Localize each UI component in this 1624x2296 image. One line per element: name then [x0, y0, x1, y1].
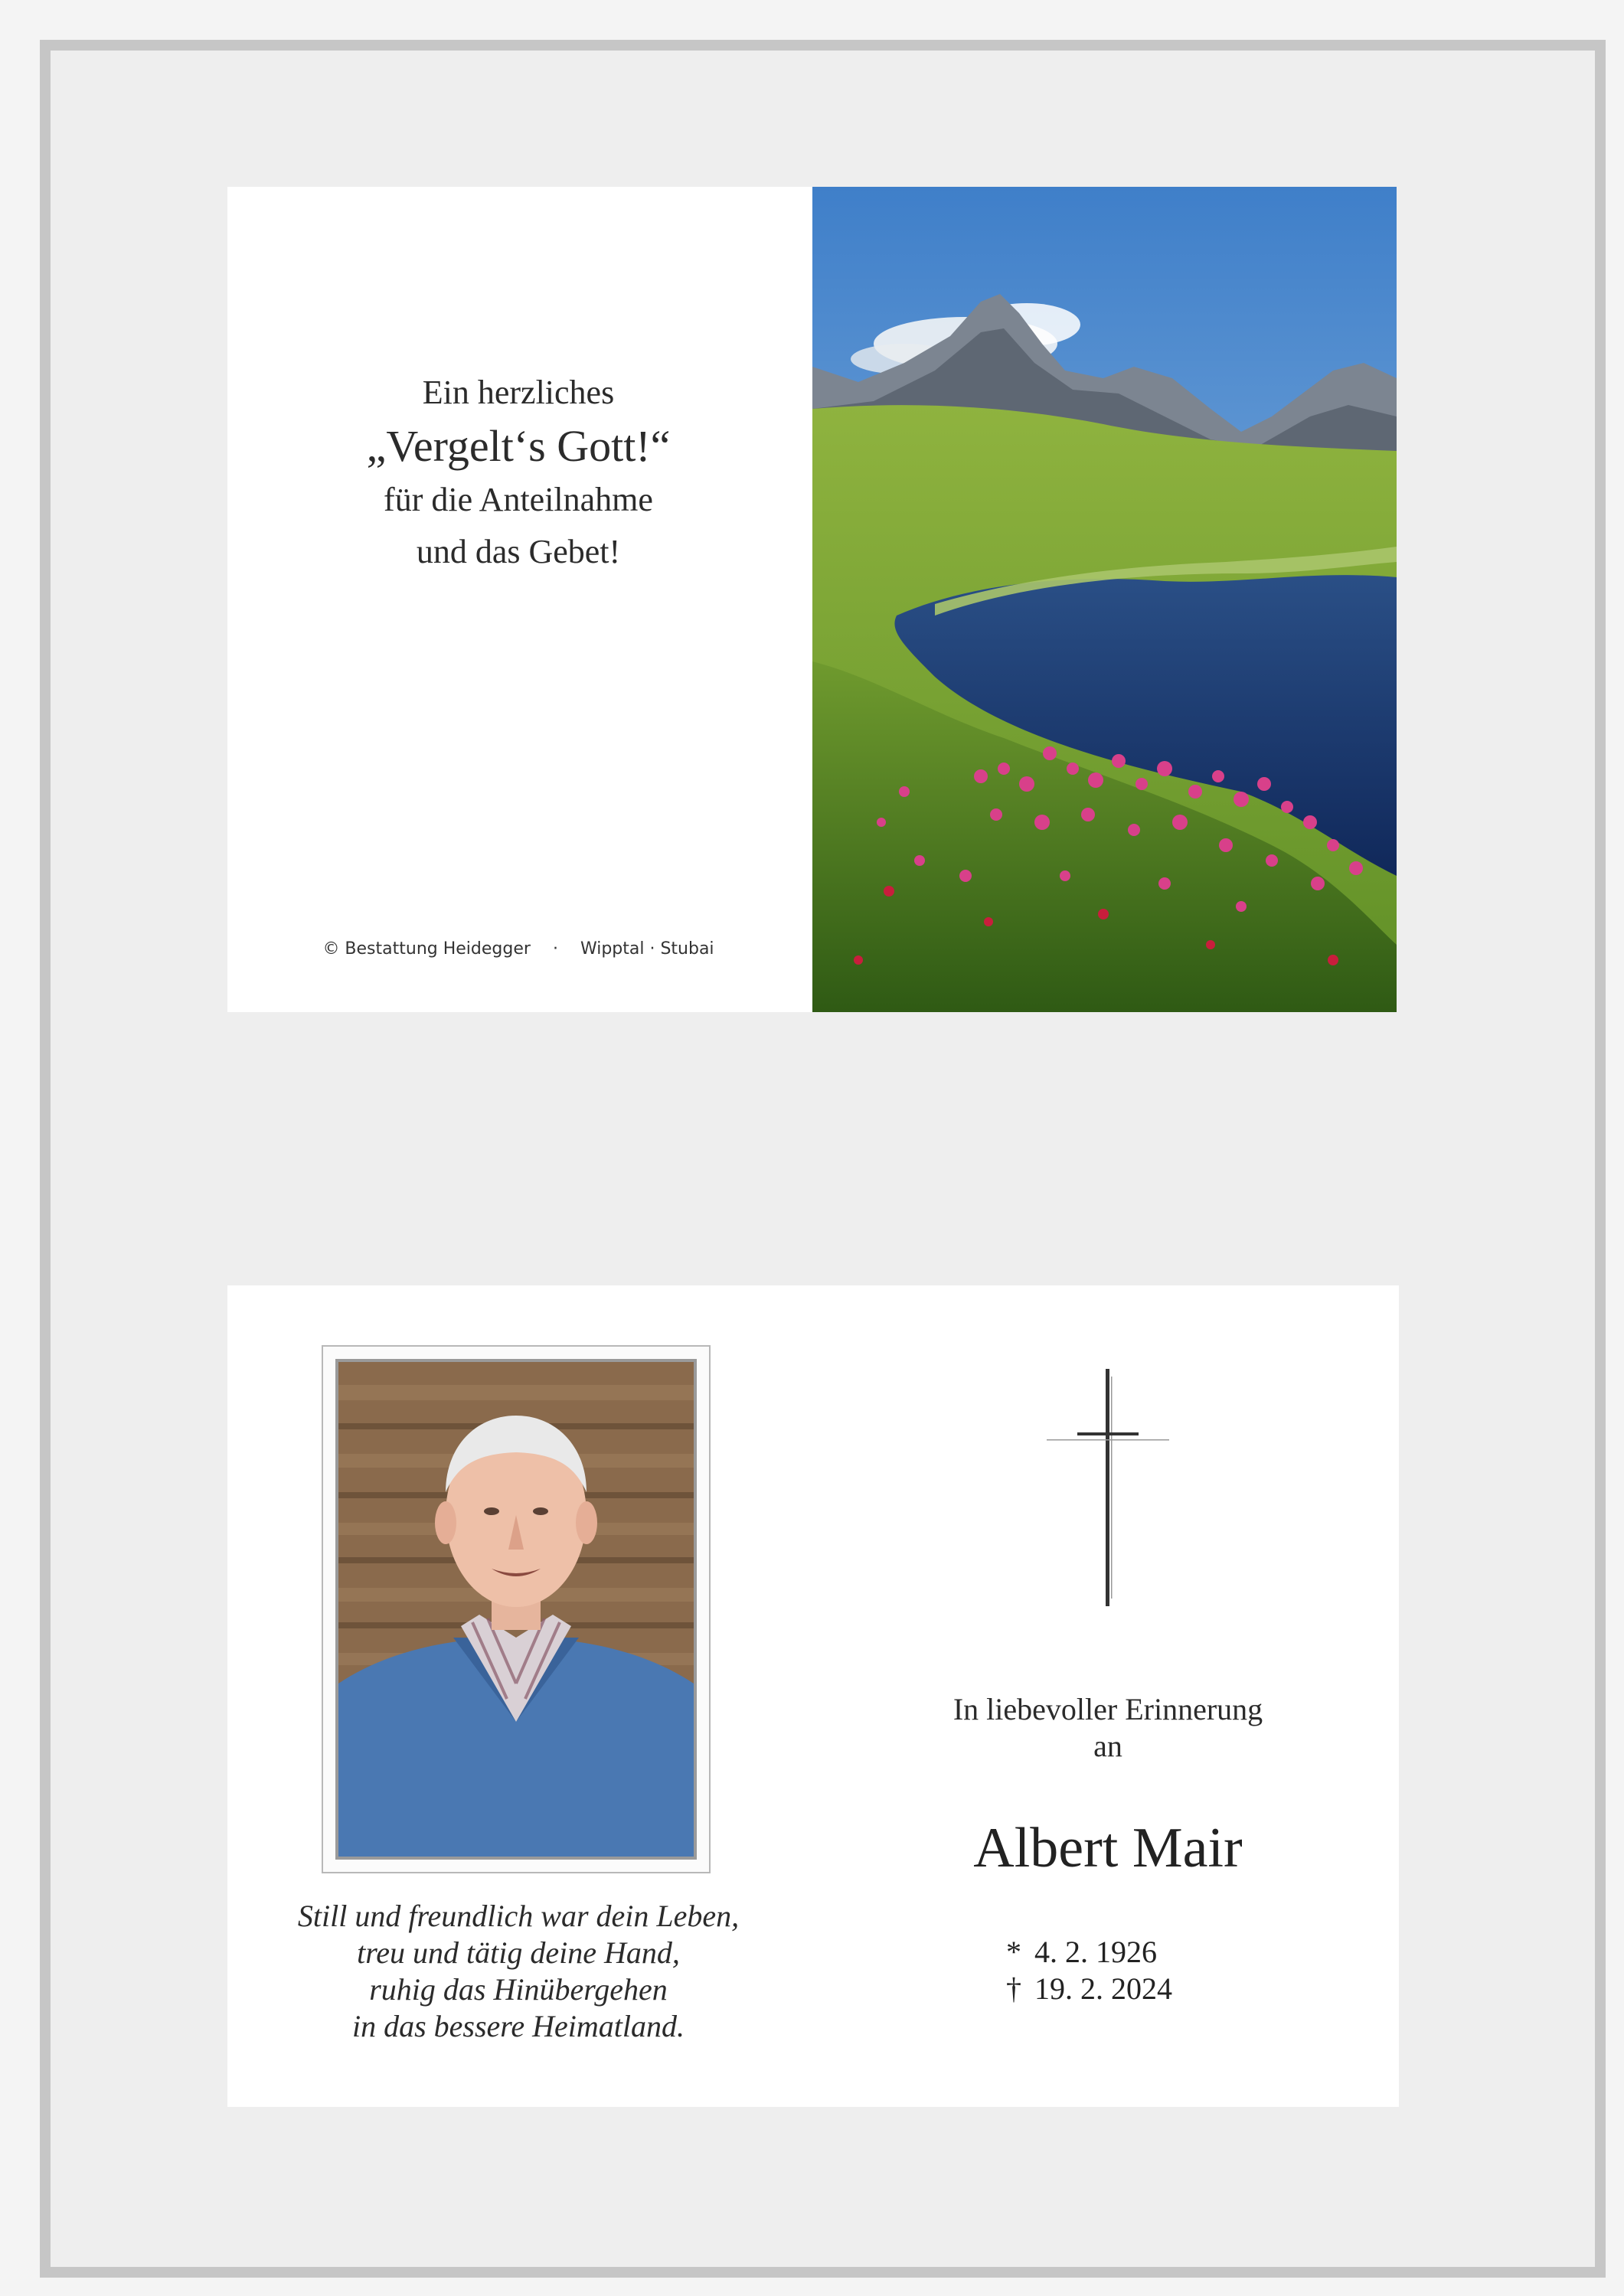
- memory-line-2: an: [1093, 1729, 1122, 1763]
- credit-region: Wipptal · Stubai: [580, 939, 714, 959]
- funeral-home-credit: [227, 939, 809, 959]
- memorial-card: [227, 1285, 1399, 2107]
- memory-heading: [901, 1691, 1315, 1765]
- memory-line-1: In liebevoller Erinnerung: [953, 1692, 1263, 1726]
- birth-row: [1001, 1934, 1246, 1971]
- birth-date: 4. 2. 1926: [1034, 1935, 1157, 1969]
- thank-you-text: [227, 367, 809, 578]
- thank-you-card: [227, 187, 1397, 1012]
- portrait-photo: [335, 1359, 697, 1860]
- portrait-frame: [322, 1345, 711, 1873]
- thanks-line-1: Ein herzliches: [422, 374, 615, 411]
- credit-company: © Bestattung Heidegger: [322, 939, 531, 959]
- thanks-line-2: „Vergelt‘s Gott!“: [366, 421, 671, 471]
- credit-separator: ·: [552, 939, 558, 959]
- deceased-name: Albert Mair: [973, 1817, 1243, 1880]
- thanks-line-4: und das Gebet!: [416, 533, 621, 570]
- poem-line-2: treu und tätig deine Hand,: [357, 1935, 680, 1970]
- poem-line-1: Still und freundlich war dein Leben,: [297, 1899, 740, 1933]
- poem-line-4: in das bessere Heimatland.: [351, 2009, 685, 2043]
- memorial-poem: [250, 1898, 786, 2045]
- alpine-landscape-image: [812, 187, 1397, 1012]
- poem-line-3: ruhig das Hinübergehen: [369, 1972, 668, 2007]
- cross-icon: [1047, 1369, 1169, 1606]
- death-symbol: †: [1006, 1971, 1021, 2006]
- life-dates: [1001, 1934, 1246, 2007]
- death-date: 19. 2. 2024: [1034, 1971, 1172, 2006]
- death-row: [1001, 1971, 1246, 2007]
- birth-symbol: *: [1006, 1935, 1021, 1969]
- thanks-line-3: für die Anteilnahme: [384, 481, 653, 518]
